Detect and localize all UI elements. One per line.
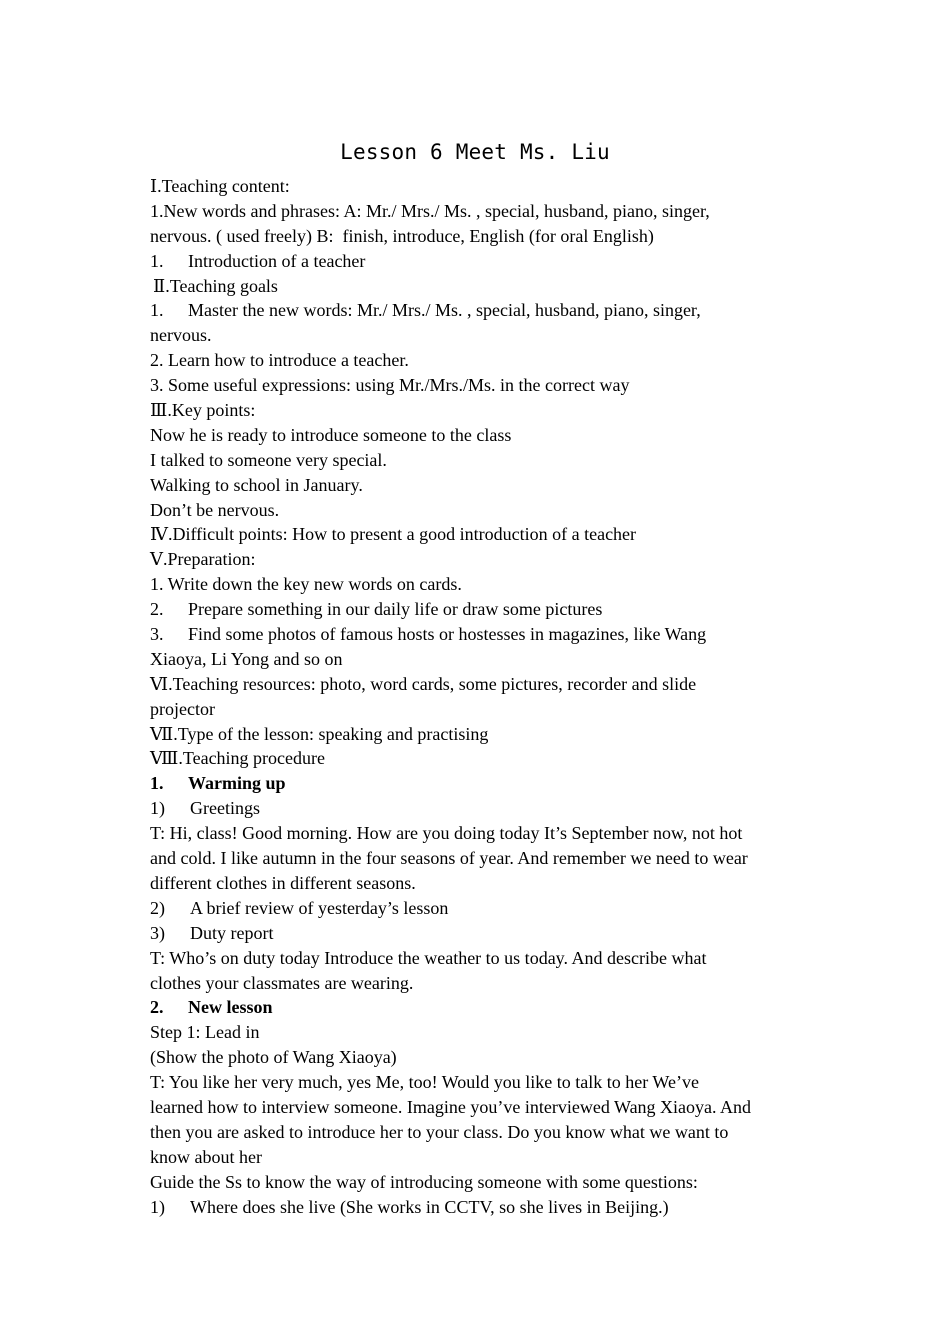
paragraph-line: T: Hi, class! Good morning. How are you doing today It’s September now, not hot (150, 823, 743, 844)
list-text: Where does she live (She works in CCTV, so she lives in Beijing.) (190, 1196, 669, 1217)
section-heading: Ⅷ.Teaching procedure (150, 748, 326, 769)
list-text: New lesson (188, 997, 273, 1018)
paragraph-line: know about her (150, 1146, 262, 1167)
list-number: 1. (150, 300, 164, 321)
list-text: Warming up (188, 773, 286, 794)
paragraph-line: and cold. I like autumn in the four seasons of year. And remember we need to wear (150, 848, 748, 869)
paragraph-line: I talked to someone very special. (150, 449, 387, 470)
document-body (150, 174, 810, 1219)
list-item (150, 249, 810, 274)
section-heading: Ⅰ.Teaching content: (150, 176, 290, 196)
list-number: 1) (150, 1196, 165, 1217)
list-number: 2. (150, 997, 164, 1018)
section-heading: Ⅶ.Type of the lesson: speaking and practising (150, 723, 489, 744)
list-item (150, 921, 810, 946)
paragraph-line: learned how to interview someone. Imagine you’ve interviewed Wang Xiaoya. And (150, 1096, 752, 1117)
list-text: Prepare something in our daily life or draw some pictures (188, 599, 603, 620)
paragraph-line: T: You like her very much, yes Me, too! Would you like to talk to her We’ve (150, 1072, 699, 1093)
paragraph-line: Don’t be nervous. (150, 499, 280, 520)
list-number: 1. (150, 250, 164, 271)
list-number: 1. (150, 773, 164, 794)
list-number: 3. (150, 624, 164, 645)
paragraph-line: 1.New words and phrases: A: Mr./ Mrs./ Ms. , special, husband, piano, singer, (150, 200, 710, 221)
list-item (150, 298, 810, 323)
paragraph-line: Step 1: Lead in (150, 1022, 260, 1043)
list-text: Find some photos of famous hosts or hostesses in magazines, like Wang (188, 624, 707, 645)
paragraph-line: clothes your classmates are wearing. (150, 972, 414, 993)
paragraph-line: Guide the Ss to know the way of introducing someone with some questions: (150, 1171, 698, 1192)
paragraph-line: 2. Learn how to introduce a teacher. (150, 350, 409, 371)
paragraph-line: 3. Some useful expressions: using Mr./Mrs./Ms. in the correct way (150, 375, 630, 396)
paragraph-line: then you are asked to introduce her to your class. Do you know what we want to (150, 1121, 729, 1142)
section-heading: Ⅵ.Teaching resources: photo, word cards, some pictures, recorder and slide (150, 673, 697, 694)
list-text: Greetings (190, 798, 260, 819)
list-text: Introduction of a teacher (188, 250, 366, 271)
paragraph-line: (Show the photo of Wang Xiaoya) (150, 1047, 397, 1068)
section-heading: Ⅳ.Difficult points: How to present a good introduction of a teacher (150, 524, 637, 545)
paragraph-line: Xiaoya, Li Yong and so on (150, 648, 343, 669)
paragraph-line: 1. Write down the key new words on cards. (150, 574, 462, 595)
list-text: Master the new words: Mr./ Mrs./ Ms. , special, husband, piano, singer, (188, 300, 701, 321)
list-item (150, 896, 810, 921)
list-text: Duty report (190, 922, 274, 943)
paragraph-line: nervous. (150, 325, 212, 346)
subsection-heading (150, 995, 810, 1020)
list-item (150, 597, 810, 622)
subsection-heading (150, 771, 810, 796)
paragraph-line: Walking to school in January. (150, 474, 363, 495)
paragraph-line: different clothes in different seasons. (150, 872, 416, 893)
list-number: 1) (150, 798, 165, 819)
page-title: Lesson 6 Meet Ms. Liu (340, 140, 610, 164)
list-text: A brief review of yesterday’s lesson (190, 897, 449, 918)
list-item (150, 796, 810, 821)
section-heading: Ⅲ.Key points: (150, 400, 256, 421)
paragraph-line: T: Who’s on duty today Introduce the weather to us today. And describe what (150, 947, 707, 968)
list-number: 2. (150, 599, 164, 620)
list-number: 2) (150, 897, 165, 918)
paragraph-line: Now he is ready to introduce someone to the class (150, 424, 512, 445)
section-heading: Ⅴ.Preparation: (150, 549, 256, 570)
list-item (150, 1195, 810, 1220)
list-number: 3) (150, 922, 165, 943)
paragraph-line: nervous. ( used freely) B: finish, introduce, English (for oral English) (150, 225, 654, 246)
list-item (150, 622, 810, 647)
paragraph-line: projector (150, 698, 215, 719)
section-heading: Ⅱ.Teaching goals (153, 275, 278, 296)
